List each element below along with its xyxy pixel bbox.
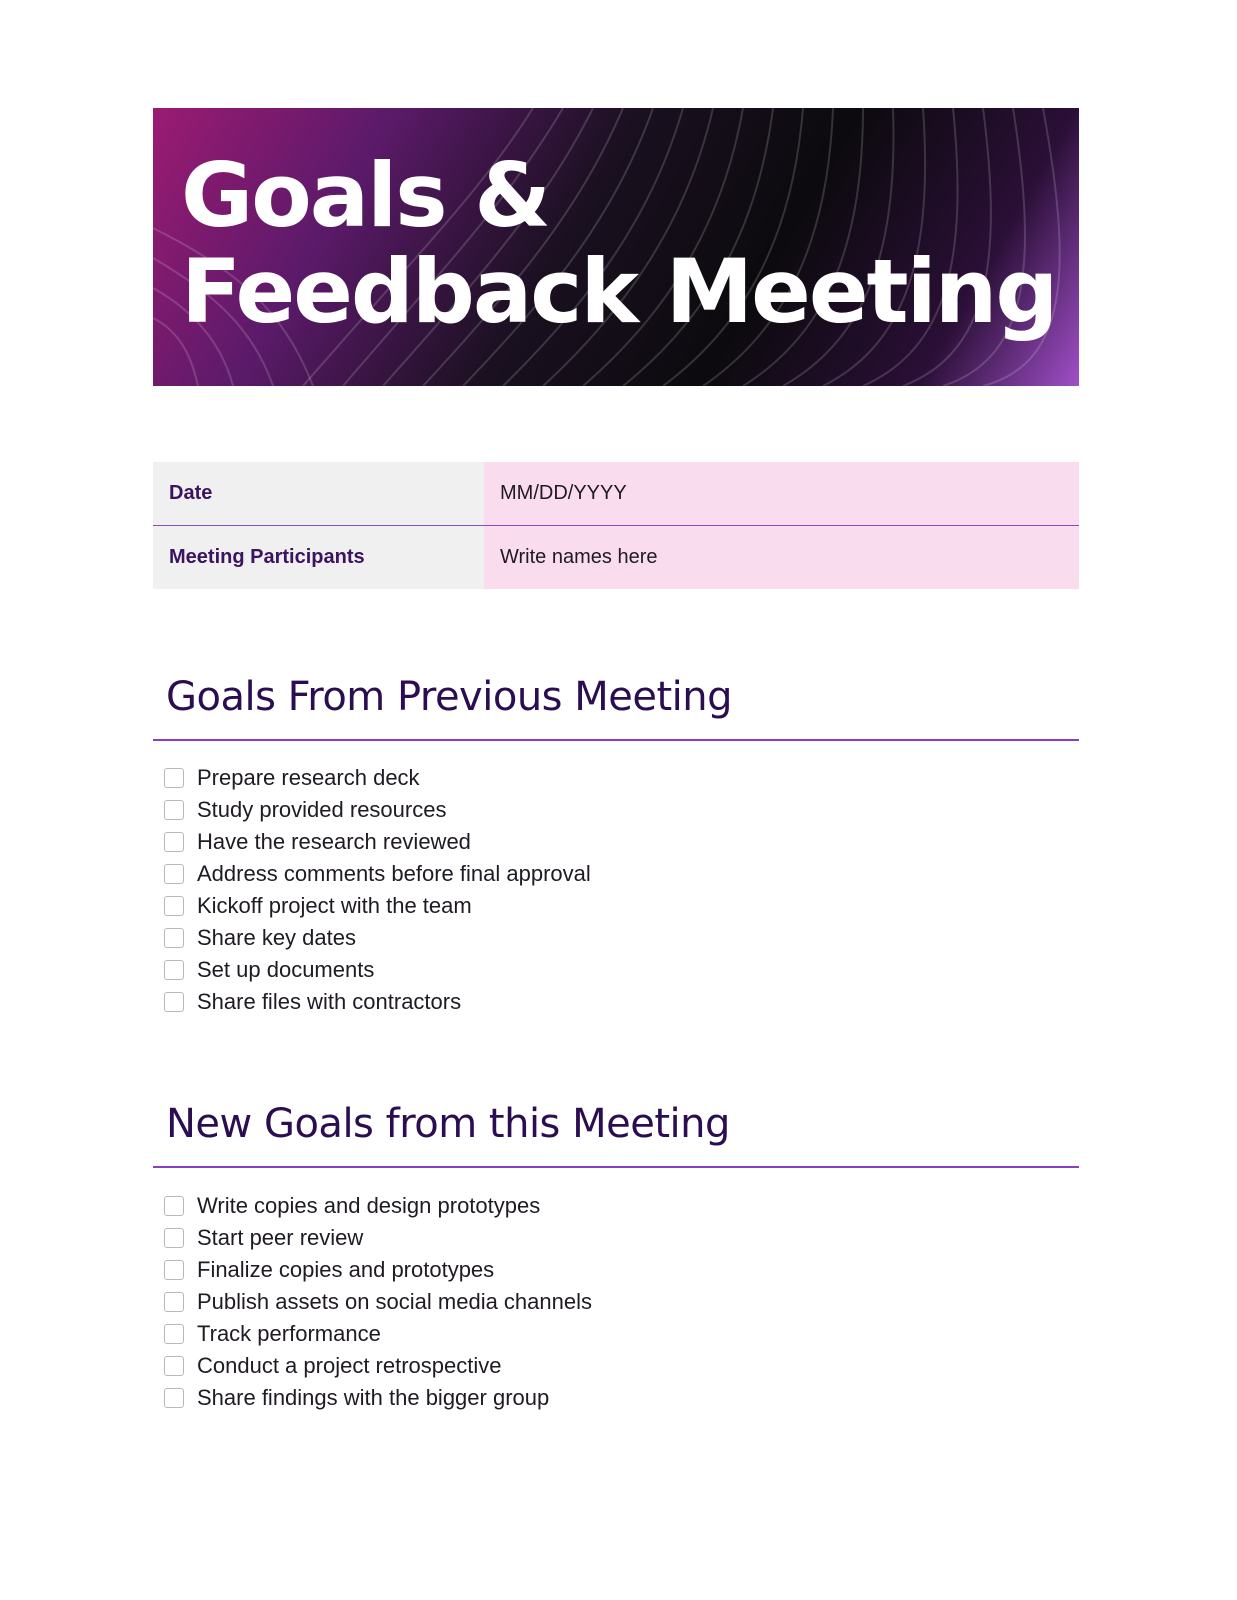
- checklist-item-text: Kickoff project with the team: [197, 893, 472, 918]
- checkbox[interactable]: [164, 832, 184, 852]
- checklist-item-text: Address comments before final approval: [197, 861, 591, 886]
- checklist-item-text: Have the research reviewed: [197, 829, 471, 854]
- checkbox[interactable]: [164, 1260, 184, 1280]
- checklist-item-text: Start peer review: [197, 1225, 364, 1250]
- checklist-item-text: Share key dates: [197, 925, 356, 950]
- checklist-item: [164, 1286, 592, 1318]
- participants-row: [153, 526, 1079, 590]
- checkbox[interactable]: [164, 1324, 184, 1344]
- meeting-info-table: [153, 462, 1079, 589]
- checklist-item-text: Track performance: [197, 1321, 381, 1346]
- checklist-item-text: Share files with contractors: [197, 989, 462, 1014]
- checklist-item-text: Study provided resources: [197, 797, 447, 822]
- checkbox[interactable]: [164, 992, 184, 1012]
- previous-goals-heading: Goals From Previous Meeting: [166, 674, 732, 720]
- checklist-item: [164, 1222, 592, 1254]
- checklist-item: [164, 858, 591, 890]
- checklist-item-text: Publish assets on social media channels: [197, 1289, 593, 1314]
- checklist-item: [164, 1350, 592, 1382]
- checklist-item: [164, 826, 591, 858]
- checklist-item: [164, 1190, 592, 1222]
- checklist-item: [164, 986, 591, 1018]
- checkbox[interactable]: [164, 800, 184, 820]
- checklist-item: [164, 794, 591, 826]
- checkbox[interactable]: [164, 768, 184, 788]
- date-label: Date: [153, 462, 484, 526]
- checklist-item-text: Share findings with the bigger group: [197, 1385, 550, 1410]
- checklist-item-text: Conduct a project retrospective: [197, 1353, 502, 1378]
- date-row: [153, 462, 1079, 526]
- checklist-item: [164, 922, 591, 954]
- checkbox[interactable]: [164, 864, 184, 884]
- header-banner: [153, 108, 1079, 386]
- date-value[interactable]: MM/DD/YYYY: [484, 462, 1079, 526]
- checklist-item-text: Set up documents: [197, 957, 375, 982]
- checklist-item: [164, 1382, 592, 1414]
- new-goals-heading: New Goals from this Meeting: [166, 1101, 730, 1147]
- new-goals-divider: [153, 1166, 1079, 1168]
- checkbox[interactable]: [164, 1388, 184, 1408]
- checkbox[interactable]: [164, 1196, 184, 1216]
- new-goals-list: [164, 1190, 592, 1414]
- checklist-item: [164, 762, 591, 794]
- checklist-item: [164, 954, 591, 986]
- page-title-line-2: Feedback Meeting: [181, 240, 1057, 343]
- page-title-line-1: Goals &: [181, 144, 549, 247]
- checkbox[interactable]: [164, 1356, 184, 1376]
- checklist-item-text: Finalize copies and prototypes: [197, 1257, 495, 1282]
- checklist-item-text: Prepare research deck: [197, 765, 420, 790]
- checkbox[interactable]: [164, 896, 184, 916]
- checkbox[interactable]: [164, 960, 184, 980]
- checkbox[interactable]: [164, 1228, 184, 1248]
- checklist-item: [164, 1318, 592, 1350]
- checkbox[interactable]: [164, 928, 184, 948]
- participants-label: Meeting Participants: [153, 526, 484, 590]
- checklist-item: [164, 1254, 592, 1286]
- previous-goals-list: [164, 762, 591, 1018]
- checklist-item-text: Write copies and design prototypes: [197, 1193, 541, 1218]
- participants-value[interactable]: Write names here: [484, 526, 1079, 590]
- checklist-item: [164, 890, 591, 922]
- previous-goals-divider: [153, 739, 1079, 741]
- page-title: [181, 144, 1057, 343]
- checkbox[interactable]: [164, 1292, 184, 1312]
